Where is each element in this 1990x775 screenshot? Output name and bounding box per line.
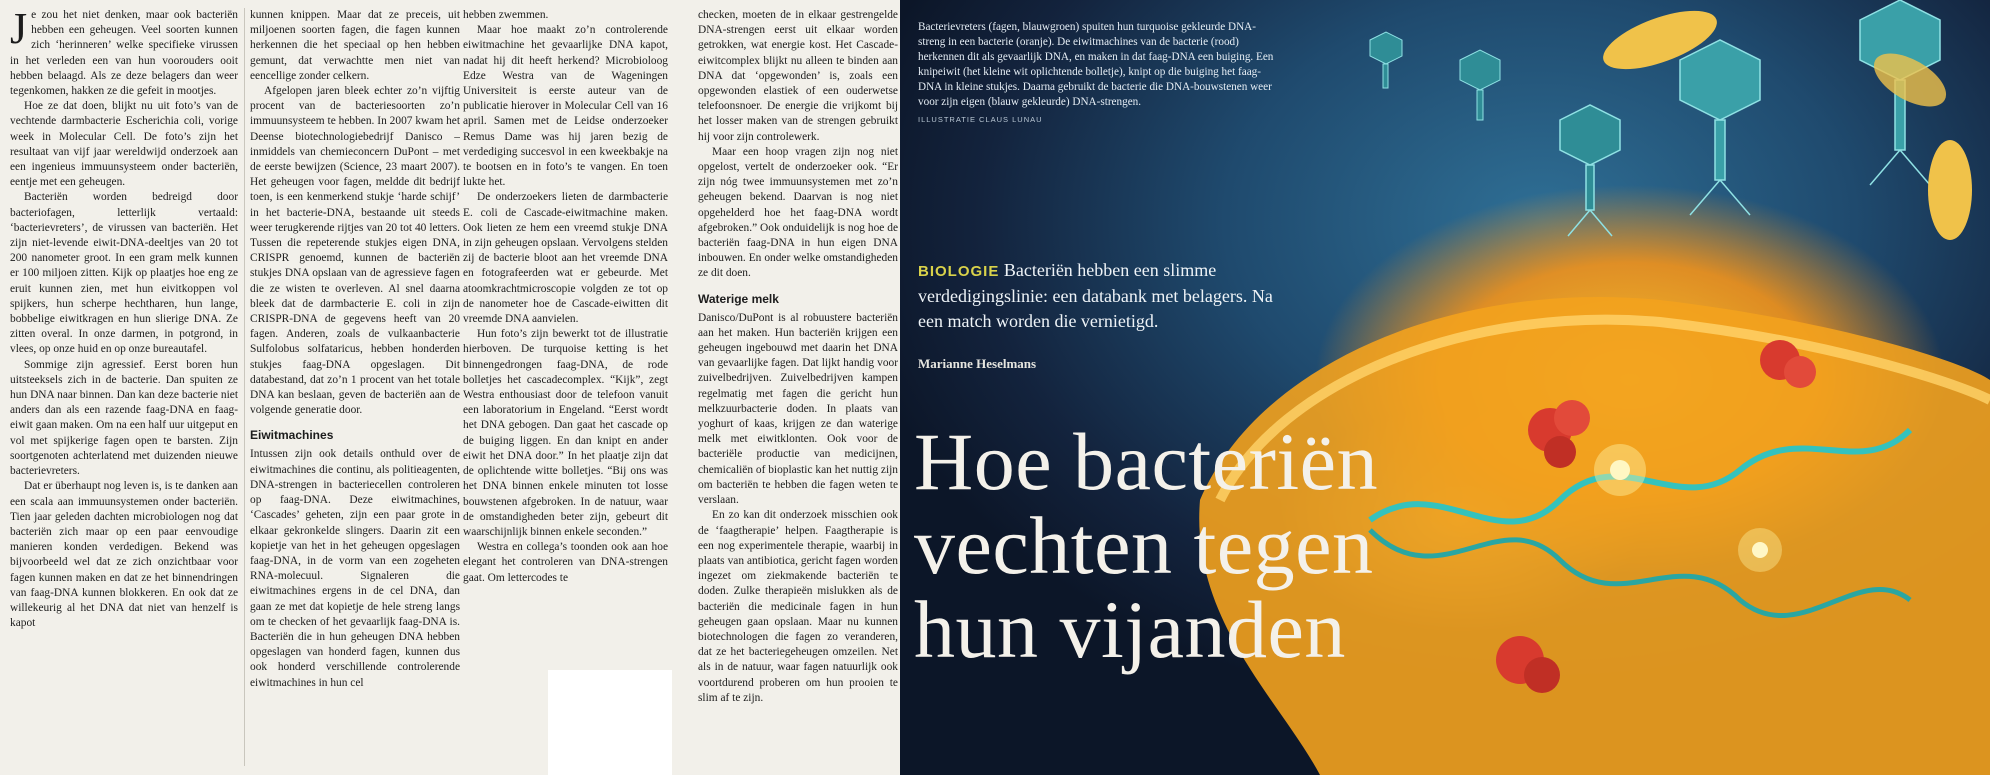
headline-line: Hoe bacteriën <box>914 416 1379 507</box>
article-column-2 <box>250 8 460 770</box>
column-divider <box>244 8 245 766</box>
article-paragraph: Westra en collega’s toonden ook aan hoe elegant het controleren van DNA-strengen gaat. Om lettercodes te <box>463 541 668 584</box>
article-column-3 <box>463 8 668 770</box>
paragraph-text: e zou het niet denken, maar ook bacteriën hebben een geheugen. Veel soorten kunnen zich ‘herinneren’ welke specifieke virussen in het verleden een van hun voorouders ooit hebben belaagd. Als ze deze belagers dan weer tegenkomen, hakken ze die gefeit in mootjes. <box>10 9 238 98</box>
bacteriophage <box>1370 32 1402 88</box>
article-paragraph: checken, moeten de in elkaar gestrengelde DNA-strengen eerst uit elkaar worden getrokken, wat energie kost. Het Cascade-eiwitcomplex blijkt nu alleen te binden aan DNA dat ‘opgewonden’ is, zoals een opgewonden elastiek of een ouderwetse telefoonsnoer. De energie die vrijkomt bij het losser maken van de strengen gebruikt hij voor zijn controlewerk. <box>698 9 898 143</box>
article-intro <box>918 258 1278 334</box>
headline-line: vechten tegen <box>914 500 1374 591</box>
byline: Marianne Heselmans <box>918 356 1037 371</box>
intro-text: Bacteriën hebben een slimme verdedigingslinie: een databank met belagers. Na een match worden die vernietigd. <box>918 260 1273 331</box>
article-paragraph: Afgelopen jaren bleek echter zo’n vijftig procent van de bacteriesoorten zo’n immuunsysteem te hebben. In 2007 kwam het Deense biotechnologiebedrijf Danisco – inmiddels van chemieconcern DuPont – met de eerste bewijzen (Science, 23 maart 2007). Het geheugen voor fagen, meldde dit bedrijf toen, is een kenmerkend stukje ‘harde schijf’ in het bacterie-DNA, bestaande uit steeds weer terugkerende rijtjes van 20 tot 40 letters. Tussen die repeterende stukjes eigen DNA, CRISPR genoemd, kunnen de bacteriën stukjes DNA opslaan van de agressieve fagen die ze wisten te overleven. Al snel daarna bleek dat de darmbacterie E. coli in zijn CRISPR-DNA de gegevens heeft van 20 fagen. Anderen, zoals de vulkaanbacterie Sulfolobus solfataricus, hebben honderden stukjes faag-DNA opgeslagen. Dit databestand, dat zo’n 1 procent van het totale DNA kan beslaan, geven de bacteriën aan de volgende generatie door. <box>250 85 460 417</box>
article-paragraph: kunnen knippen. Maar dat ze preceis, uit miljoenen soorten fagen, die fagen kunnen herkennen die het speciaal op hen hebben gemunt, dat verwachtte men niet van eencellige zonder celkern. <box>250 9 460 82</box>
section-kicker: BIOLOGIE <box>918 263 1000 280</box>
headline-line: hun vijanden <box>914 584 1346 675</box>
caption-text: Bacterievreters (fagen, blauwgroen) spuiten hun turquoise gekleurde DNA-streng in een bacterie (oranje). De eiwitmachines van de bacterie (rood) herkennen dit als gevaarlijk DNA, en maken in dat faag-DNA een buiging. Een knipeiwit (het kleine wit oplichtende bolletje), knipt op die buiging het faag-DNA in kleine stukjes. Daarna gebruikt de bacterie die DNA-bouwstenen weer voor zijn eigen (blauw gekleurde) DNA-strengen. <box>918 21 1274 108</box>
section-heading: Eiwitmachines <box>250 428 334 443</box>
article-paragraph: Bacteriën worden bedreigd door bacteriofagen, letterlijk vertaald: ‘bacterievreters’, de virussen van bacteriën. Het zijn niet-levende eiwit-DNA-deeltjes van 20 tot 200 nanometer groot. In een gram melk kunnen er 100 miljoen zitten. Kijk op plaatjes hoe eng ze eruit kunnen zien, met hun eivitkoppen vol spijkers, hun scherpe hechtharen, hun lange, bobbelige eiwitkragen en hun slierige DNA. Ze zitten overal. In onze darmen, in potgrond, in vlees, op onze huid en op onze bureautafel. <box>10 191 238 356</box>
article-paragraph: Hun foto’s zijn bewerkt tot de illustratie hierboven. De turquoise ketting is het binnengedrongen faag-DNA, de rode bolletjes het cascadecomplex. “Kijk”, zegt Westra enthousiast door de telefoon vanuit een laboratorium in Engeland. “Eerst wordt het DNA gebogen. Dan gaat het cascade op de buiging liggen. En dan knipt en ander eiwit het DNA door.” In het plaatje zijn dat de oplichtende witte bolletjes. “Bij ons was het DNA binnen enkele minuten tot losse bouwstenen afgebroken. In de natuur, waar de omstandigheden beter zijn, gebeurt dit waarschijnlijk binnen enkele seconden.” <box>463 328 668 538</box>
section-heading: Waterige melk <box>698 291 779 306</box>
article-paragraph: En zo kan dit onderzoek misschien ook de ‘faagtherapie’ helpen. Faagtherapie is een nog experimentele therapie, waarbij in plaats van antibiotica, gericht fagen worden ingezet om ziekmakende bacteriën te doden. Zulke therapieën mislukken als de bacteriën die medicinale fagen in hun geheugen gaan opslaan. Maar nu kunnen biotechnologen die fagen zo veranderen, dat ze het bacteriegeheugen omzeilen. Net als in de natuur, waar fagen natuurlijk ook voortdurend proberen om hun prooien te slim af te zijn. <box>698 509 898 704</box>
article-paragraph: Dat er überhaupt nog leven is, is te danken aan een scala aan immuunsystemen onder bacteriën. Tien jaar geleden dachten microbiologen nog dat bacteriën zich maar op een paar eenvoudige manieren konden verdedigen. Bekend was bijvoorbeeld wel dat ze zich onzichtbaar voor fagen kunnen maken en dat ze het binnendringen van faag-DNA kunnen blokkeren. En ook dat ze willekeurig al het DNA dat niet van henzelf is kapot <box>10 480 238 630</box>
article-column-1 <box>10 8 238 770</box>
article-column-4 <box>698 8 898 770</box>
illustration-credit: ILLUSTRATIE CLAUS LUNAU <box>918 115 1043 124</box>
article-paragraph: Maar hoe maakt zo’n controlerende eiwitmachine het gevaarlijke DNA kapot, nadat hij dit heeft herkend? Microbioloog Edze Westra van de Wageningen Universiteit is eerste auteur van de publicatie hierover in Molecular Cell van 16 april. Samen met de Leidse onderzoeker Remus Dame was hij jaren bezig de verdediging succesvol in een kweekbakje na te bootsen en in foto’s te vangen. En toen lukte het. <box>463 24 668 189</box>
drop-cap: J <box>10 8 28 53</box>
headline <box>914 416 1514 675</box>
article-paragraph: Maar een hoop vragen zijn nog niet opgelost, vertelt de onderzoeker ook. “Er zijn nóg twee immuunsystemen met zo’n geheugen bekend. Daarvan is nog niet opgehelderd hoe het faag-DNA wordt afgebroken.” Ook onduidelijk is nog hoe de bacteriën faag-DNA in hun eigen DNA inbouwen. En onder welke omstandigheden ze dit doen. <box>698 145 898 280</box>
article-paragraph: Hoe ze dat doen, blijkt nu uit foto’s van de vechtende darmbacterie Escherichia coli, vorige week in Molecular Cell. De foto’s zijn het resultaat van vijf jaar wereldwijd onderzoek aan een ingenieus immuunsysteem onder bacteriën, eentje met een geheugen. <box>10 100 238 189</box>
article-paragraph: Danisco/DuPont is al robuustere bacteriën aan het maken. Hun bacteriën krijgen een geheugen ingebouwd met daarin het DNA van gevaarlijke fagen. Dat lijkt handig voor zuivelbedrijven. Zuivelbedrijven kampen regelmatig met fagen die gericht hun melkzuurbacterie doden. In plaats van yoghurt of kaas, krijgen ze dan waterige melk met eiwitklonten. Ook voor de bacteriële productie van medicijnen, chemicaliën of bioplastic kan het nuttig zijn om bacteriën te hebben die fagen weten te verslaan. <box>698 311 898 507</box>
article-paragraph: hebben zwemmen. <box>463 9 549 21</box>
blank-patch <box>548 670 672 775</box>
bacteriophage <box>1460 50 1500 120</box>
bacterium <box>1928 140 1972 240</box>
bacteriophage <box>1560 105 1620 236</box>
article-paragraph: Sommige zijn agressief. Eerst boren hun uitsteeksels zich in de bacterie. Dan spuiten ze hun DNA naar binnen. Dan kan deze bacterie niet anders dan als een razende faag-DNA en faag-eiwit gaan maken. Om na een half uur uitgeput en vol met spijkerige fagen open te barsten. Zijn soortgenoten achterlatend met duizenden nieuwe bacterievreters. <box>10 358 238 478</box>
article-paragraph: De onderzoekers lieten de darmbacterie E. coli de Cascade-eiwitmachine maken. Ook lieten ze hem een vreemd stukje DNA in zijn geheugen opslaan. Vervolgens stelden zij de bacterie bloot aan het vreemde DNA en fotografeerden wat er gebeurde. Met atoomkrachtmicroscopie volgden ze tot op de nanometer hoe de Cascade-eiwitten dit vreemde DNA aanvielen. <box>463 191 668 326</box>
article-paragraph <box>10 8 238 99</box>
illustration-caption <box>918 20 1278 127</box>
illustration-panel <box>900 0 1990 775</box>
bacteriophage <box>1680 40 1760 215</box>
article-paragraph: Intussen zijn ook details onthuld over de eiwitmachines die continu, als politieagenten, DNA-strengen in bacteriecellen controleren op faag-DNA. Deze eiwitmachines, ‘Cascades’ geheten, zijn een paar grote in elkaar gekronkelde slingers. Daarin zit een kopietje van het in het geheugen opgeslagen faag-DNA, in de vorm van een zogeheten RNA-molecuul. Signaleren die eiwitmachines ergens in de cel DNA, dan gaan ze met dat kopietje de hele streng langs om te checken of het gevaarlijk faag-DNA is. Bacteriën die in hun geheugen DNA hebben opgeslagen van honderd fagen, kunnen dus ook honderd verschillende controlerende eiwitmachines in hun cel <box>250 448 460 689</box>
